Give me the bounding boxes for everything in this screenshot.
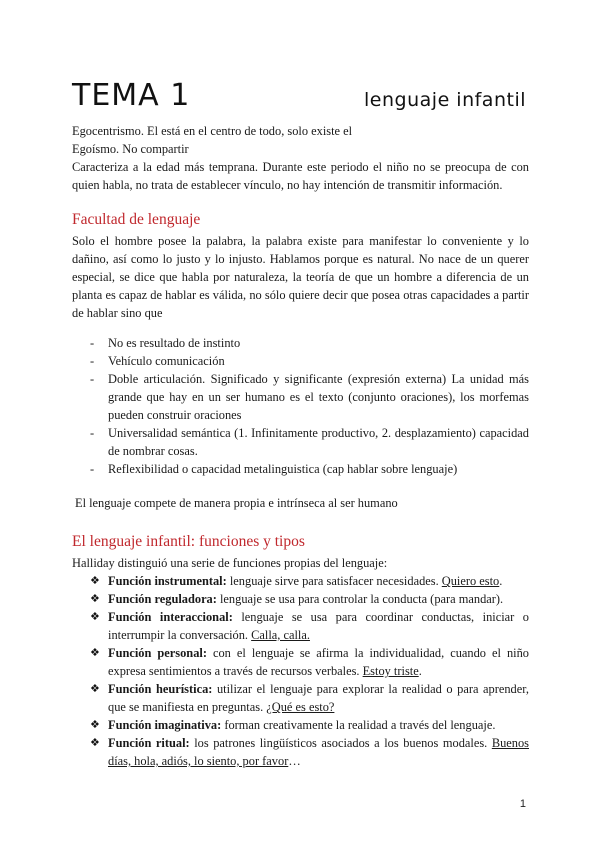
- function-term: Función ritual:: [108, 736, 190, 750]
- facultad-conclusion: El lenguaje compete de manera propia e intrínseca al ser humano: [75, 496, 398, 510]
- diamond-star-icon: ❖: [90, 736, 100, 749]
- function-tail: .: [418, 664, 422, 678]
- diamond-star-icon: ❖: [90, 718, 100, 731]
- intro-line-1: Egocentrismo. El está en el centro de todo, solo existe el: [72, 124, 353, 138]
- function-text: forman creativamente la realidad a través del lenguaje.: [221, 718, 496, 732]
- list-item: - Universalidad semántica (1. Infinitamente productivo, 2. desplazamiento) capacidad de nombrar cosas.: [72, 424, 529, 460]
- function-example: Quiero esto: [441, 574, 500, 588]
- facultad-paragraph: Solo el hombre posee la palabra, la palabra existe para manifestar lo conveniente y lo dañino, así como lo justo y lo injusto. Hablamos porque es natural. No nace de un querer especial, se dice que habla por naturaleza, la teoría de que un hombre a diferencia de un planta es capaz de hablar es válida, no sólo quiere decir que posea otras capacidades a partir de hablar sino que: [72, 234, 529, 320]
- function-text: lenguaje sirve para satisfacer necesidades.: [226, 574, 442, 588]
- page-title: TEMA 1: [72, 78, 191, 113]
- list-item: - Reflexibilidad o capacidad metalinguistica (cap hablar sobre lenguaje): [72, 460, 529, 478]
- function-tail: …: [288, 754, 301, 768]
- diamond-star-icon: ❖: [90, 610, 100, 623]
- funciones-list: [72, 572, 529, 770]
- function-example: Calla, calla.: [251, 628, 310, 642]
- diamond-star-icon: ❖: [90, 646, 100, 659]
- list-item: - Vehículo comunicación: [72, 352, 529, 370]
- section-heading-facultad: Facultad de lenguaje: [72, 211, 201, 228]
- list-item: [72, 608, 529, 644]
- function-text: lenguaje se usa para coordinar conductas, iniciar o interrumpir la conversación.: [108, 610, 529, 642]
- diamond-star-icon: ❖: [90, 574, 100, 587]
- list-item: [72, 590, 529, 608]
- document-body: [72, 122, 529, 770]
- title-row: [72, 78, 528, 118]
- diamond-star-icon: ❖: [90, 592, 100, 605]
- function-term: Función reguladora:: [108, 592, 217, 606]
- function-text: con el lenguaje se afirma la individualidad, cuando el niño expresa sentimientos a través de recursos verbales.: [108, 646, 529, 678]
- page-number: 1: [519, 798, 526, 810]
- page-subtitle: lenguaje infantil: [364, 89, 526, 111]
- list-item: [72, 572, 529, 590]
- function-text: lenguaje se usa para controlar la conducta (para mandar).: [216, 592, 504, 606]
- function-example: Estoy triste: [362, 664, 419, 678]
- list-item: [72, 734, 529, 770]
- list-item: - Doble articulación. Significado y significante (expresión externa) La unidad más grande que hay en un ser humano es el texto (conjunto oraciones), los morfemas pueden construir oraciones: [72, 370, 529, 424]
- funciones-intro: Halliday distinguió una serie de funciones propias del lenguaje:: [72, 556, 388, 570]
- function-text: utilizar el lenguaje para explorar la realidad o para aprender, que se manifiesta en preguntas.: [108, 682, 529, 714]
- function-text: los patrones lingüísticos asociados a los buenos modales.: [189, 736, 492, 750]
- intro-paragraph: Caracteriza a la edad más temprana. Durante este periodo el niño no se preocupa de con quien habla, no trata de establecer vínculo, no hay intención de transmitir información.: [72, 160, 529, 192]
- section-heading-funciones: El lenguaje infantil: funciones y tipos: [72, 533, 305, 550]
- list-item: [72, 644, 529, 680]
- function-term: Función instrumental:: [108, 574, 227, 588]
- function-term: Función imaginativa:: [108, 718, 222, 732]
- intro-line-2: Egoísmo. No compartir: [72, 142, 189, 156]
- function-term: Función heurística:: [108, 682, 213, 696]
- list-item: [72, 680, 529, 716]
- function-term: Función interaccional:: [108, 610, 233, 624]
- function-tail: .: [499, 574, 503, 588]
- function-example: Buenos días, hola, adiós, lo siento, por favor: [108, 736, 529, 768]
- function-term: Función personal:: [108, 646, 207, 660]
- function-example: ¿Qué es esto?: [266, 700, 335, 714]
- list-item: [72, 716, 529, 734]
- list-item: - No es resultado de instinto: [72, 334, 529, 352]
- diamond-star-icon: ❖: [90, 682, 100, 695]
- facultad-list: [72, 334, 529, 478]
